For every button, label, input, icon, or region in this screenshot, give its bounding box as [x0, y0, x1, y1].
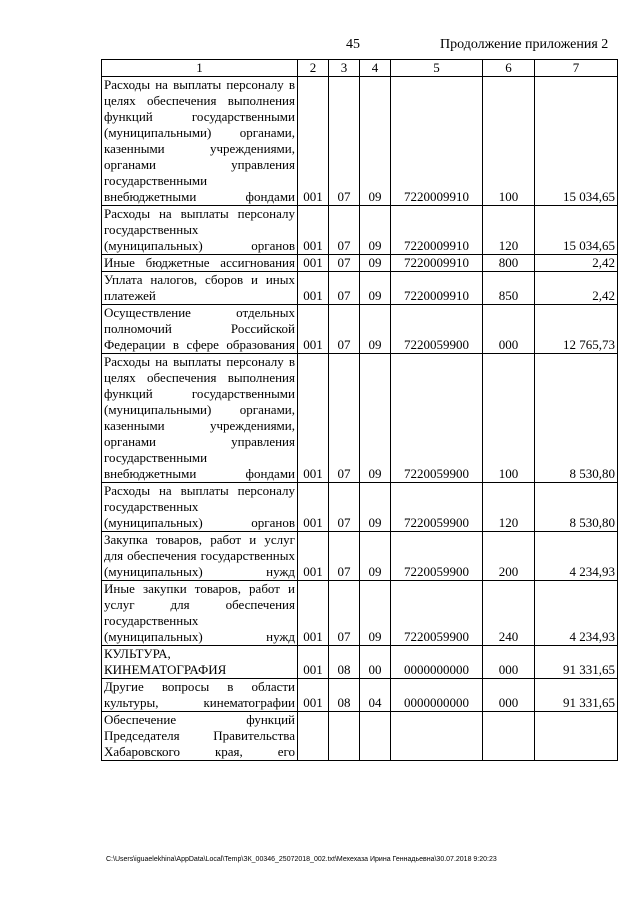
expense-name-cell: Обеспечение функций Председателя Правительства Хабаровского края, его — [102, 712, 298, 761]
amount-cell: 4 234,93 — [535, 581, 618, 646]
section-code-cell: 07 — [329, 581, 360, 646]
amount-cell: 2,42 — [535, 255, 618, 272]
subsection-code-cell: 04 — [360, 679, 391, 712]
target-article-cell: 7220059900 — [391, 532, 483, 581]
expense-type-cell: 000 — [483, 305, 535, 354]
ministry-code-cell: 001 — [298, 483, 329, 532]
subsection-code-cell — [360, 712, 391, 761]
table-row — [102, 483, 618, 532]
table-row — [102, 272, 618, 305]
expense-type-cell: 240 — [483, 581, 535, 646]
section-code-cell: 07 — [329, 255, 360, 272]
table-row — [102, 206, 618, 255]
expense-name-cell: Другие вопросы в области культуры, кинематографии — [102, 679, 298, 712]
column-header-2: 2 — [298, 60, 329, 77]
amount-cell: 91 331,65 — [535, 646, 618, 679]
target-article-cell: 7220059900 — [391, 483, 483, 532]
column-header-5: 5 — [391, 60, 483, 77]
expense-name-cell: Расходы на выплаты персоналу в целях обеспечения выполнения функций государственными (муниципальными) органами, казенными учреждениями, органами управления государственными внебюджетными фондами — [102, 354, 298, 483]
expense-type-cell — [483, 712, 535, 761]
expense-name-cell: КУЛЬТУРА, КИНЕМАТОГРАФИЯ — [102, 646, 298, 679]
expense-type-cell: 120 — [483, 483, 535, 532]
ministry-code-cell: 001 — [298, 354, 329, 483]
ministry-code-cell: 001 — [298, 77, 329, 206]
target-article-cell: 7220009910 — [391, 255, 483, 272]
section-code-cell: 07 — [329, 305, 360, 354]
section-code-cell: 07 — [329, 483, 360, 532]
subsection-code-cell: 09 — [360, 581, 391, 646]
subsection-code-cell: 09 — [360, 255, 391, 272]
expense-type-cell: 000 — [483, 646, 535, 679]
ministry-code-cell: 001 — [298, 305, 329, 354]
column-header-7: 7 — [535, 60, 618, 77]
subsection-code-cell: 09 — [360, 206, 391, 255]
expense-name-cell: Расходы на выплаты персоналу государственных (муниципальных) органов — [102, 483, 298, 532]
target-article-cell: 7220059900 — [391, 354, 483, 483]
expense-name-cell: Уплата налогов, сборов и иных платежей — [102, 272, 298, 305]
column-header-4: 4 — [360, 60, 391, 77]
target-article-cell: 7220009910 — [391, 77, 483, 206]
section-code-cell: 07 — [329, 532, 360, 581]
table-row — [102, 581, 618, 646]
ministry-code-cell: 001 — [298, 581, 329, 646]
amount-cell: 8 530,80 — [535, 354, 618, 483]
expense-name-cell: Иные закупки товаров, работ и услуг для обеспечения государственных (муниципальных) нужд — [102, 581, 298, 646]
file-path-footer: C:\Users\iguaelekhina\AppData\Local\Temp\ЗК_00346_25072018_002.txt\Мехехаза Ирина Геннадьевна\30.07.2018 9:20:23 — [106, 856, 497, 863]
expense-name-cell: Расходы на выплаты персоналу государственных (муниципальных) органов — [102, 206, 298, 255]
expense-type-cell: 100 — [483, 354, 535, 483]
target-article-cell: 0000000000 — [391, 679, 483, 712]
expense-type-cell: 120 — [483, 206, 535, 255]
table-row — [102, 646, 618, 679]
amount-cell: 12 765,73 — [535, 305, 618, 354]
section-code-cell: 07 — [329, 77, 360, 206]
subsection-code-cell: 09 — [360, 77, 391, 206]
table-row — [102, 255, 618, 272]
amount-cell — [535, 712, 618, 761]
table-row — [102, 532, 618, 581]
subsection-code-cell: 09 — [360, 532, 391, 581]
section-code-cell: 08 — [329, 646, 360, 679]
table-row — [102, 77, 618, 206]
subsection-code-cell: 09 — [360, 483, 391, 532]
expense-name-cell: Расходы на выплаты персоналу в целях обеспечения выполнения функций государственными (муниципальными) органами, казенными учреждениями, органами управления государственными внебюджетными фондами — [102, 77, 298, 206]
ministry-code-cell — [298, 712, 329, 761]
section-code-cell: 08 — [329, 679, 360, 712]
expense-name-cell: Иные бюджетные ассигнования — [102, 255, 298, 272]
expense-type-cell: 100 — [483, 77, 535, 206]
table-body — [102, 77, 618, 761]
amount-cell: 8 530,80 — [535, 483, 618, 532]
continuation-label: Продолжение приложения 2 — [440, 37, 609, 52]
header-row — [102, 60, 618, 77]
section-code-cell: 07 — [329, 272, 360, 305]
subsection-code-cell: 09 — [360, 305, 391, 354]
table-row — [102, 712, 618, 761]
ministry-code-cell: 001 — [298, 646, 329, 679]
expense-type-cell: 200 — [483, 532, 535, 581]
ministry-code-cell: 001 — [298, 206, 329, 255]
expense-name-cell: Закупка товаров, работ и услуг для обеспечения государственных (муниципальных) нужд — [102, 532, 298, 581]
expense-type-cell: 800 — [483, 255, 535, 272]
amount-cell: 91 331,65 — [535, 679, 618, 712]
amount-cell: 4 234,93 — [535, 532, 618, 581]
subsection-code-cell: 00 — [360, 646, 391, 679]
column-header-3: 3 — [329, 60, 360, 77]
target-article-cell: 7220009910 — [391, 272, 483, 305]
subsection-code-cell: 09 — [360, 354, 391, 483]
page-number: 45 — [346, 37, 360, 52]
expense-name-cell: Осуществление отдельных полномочий Российской Федерации в сфере образования — [102, 305, 298, 354]
target-article-cell: 7220009910 — [391, 206, 483, 255]
budget-table — [101, 59, 618, 761]
table-row — [102, 679, 618, 712]
ministry-code-cell: 001 — [298, 679, 329, 712]
amount-cell: 15 034,65 — [535, 206, 618, 255]
ministry-code-cell: 001 — [298, 255, 329, 272]
section-code-cell: 07 — [329, 354, 360, 483]
subsection-code-cell: 09 — [360, 272, 391, 305]
column-header-1: 1 — [102, 60, 298, 77]
table-row — [102, 354, 618, 483]
ministry-code-cell: 001 — [298, 532, 329, 581]
section-code-cell — [329, 712, 360, 761]
amount-cell: 2,42 — [535, 272, 618, 305]
ministry-code-cell: 001 — [298, 272, 329, 305]
target-article-cell: 7220059900 — [391, 305, 483, 354]
target-article-cell — [391, 712, 483, 761]
target-article-cell: 0000000000 — [391, 646, 483, 679]
section-code-cell: 07 — [329, 206, 360, 255]
amount-cell: 15 034,65 — [535, 77, 618, 206]
target-article-cell: 7220059900 — [391, 581, 483, 646]
table-row — [102, 305, 618, 354]
column-header-6: 6 — [483, 60, 535, 77]
expense-type-cell: 850 — [483, 272, 535, 305]
expense-type-cell: 000 — [483, 679, 535, 712]
